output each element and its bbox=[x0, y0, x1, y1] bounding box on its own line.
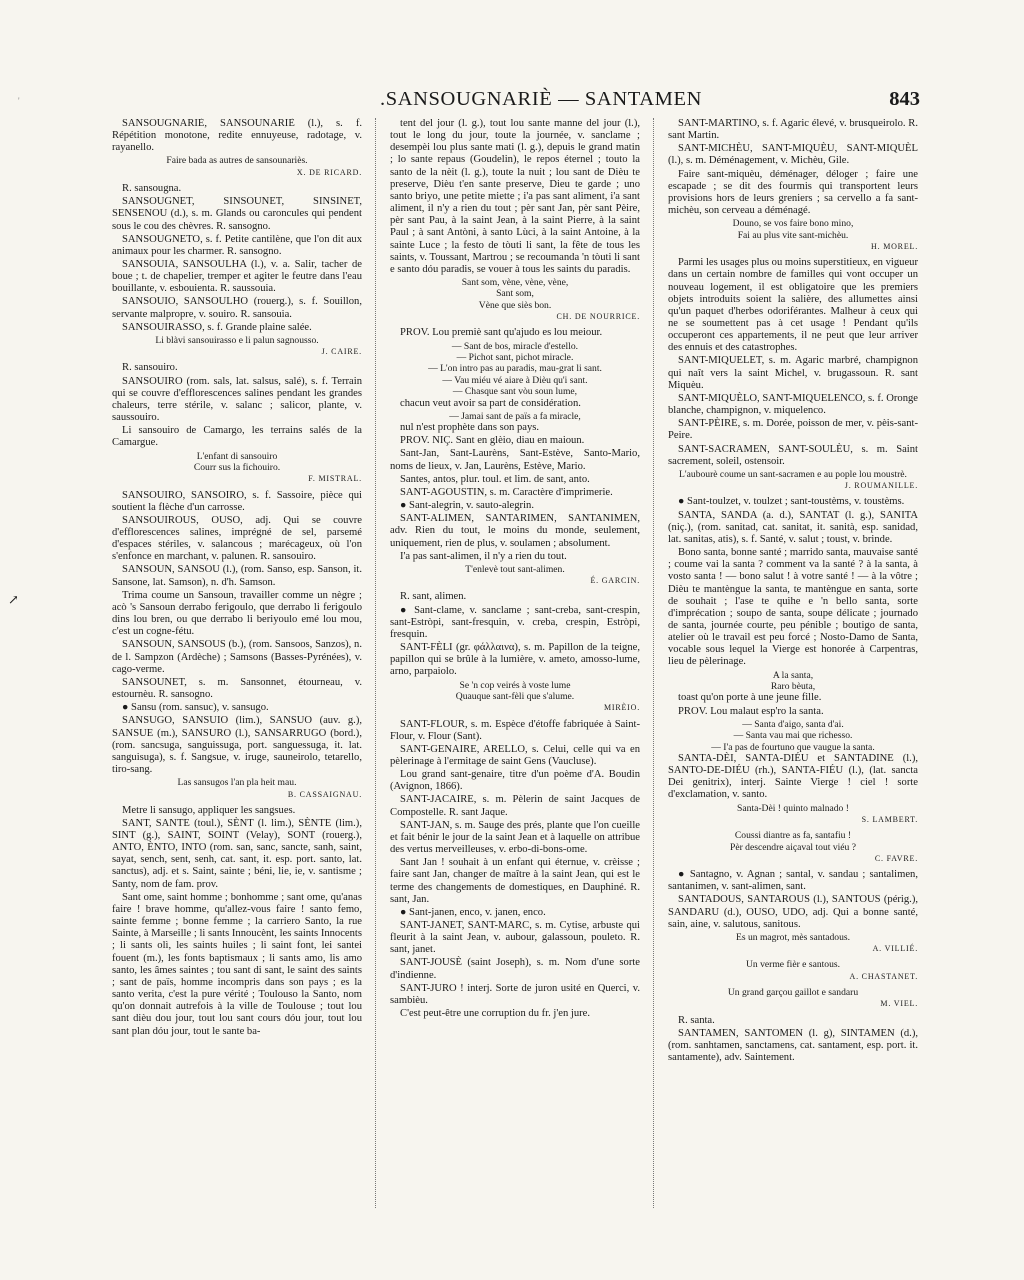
dictionary-entry: PROV. Lou premiè sant qu'ajudo es lou meiour. bbox=[400, 327, 603, 339]
dictionary-entry: PROV. Lou malaut esp'ro la santa. bbox=[678, 705, 824, 717]
quote-attribution: M. VIEL. bbox=[880, 999, 918, 1009]
verse-quote: Coussi diantre as fa, santafiu ! bbox=[734, 830, 852, 842]
dictionary-entry: SANT-JANET, SANT-MARC, s. m. Cytise, arbuste qui fleurit à la saint Jean, v. aubour, galassoun, pouleto. R. sant, janet. bbox=[390, 920, 640, 956]
dictionary-entry: R. santa. bbox=[678, 1014, 715, 1026]
column-middle bbox=[390, 118, 640, 1210]
verse-quote: Sant som, vène, vène, vène, bbox=[461, 277, 569, 289]
verse-quote: T'enlevè tout sant-alimen. bbox=[465, 563, 565, 575]
column-rule-right bbox=[653, 118, 654, 1208]
dictionary-entry: Parmi les usages plus ou moins superstitieux, en vigueur dans un certain nombre de familles qui vont occuper un nouveau logement, il est obligatoire que les premiers objets introduits soient la salière, des allumettes ainsi qu'un paquet d'herbes odoriférantes. Malheur à ceux qui ne se soumettent pas à cet usage ! Pendant qu'ils occuperont ces appartements, il ne peut que leur arriver des ennuis et des catastrophes. bbox=[668, 257, 918, 354]
dictionary-entry: SANSOUN, SANSOUS (b.), (rom. Sansoos, Sanzos), n. de l. Sampzon (Ardèche) ; Samsons (Basses-Pyrénées), v. cago-verme. bbox=[112, 639, 362, 675]
dictionary-entry: SANT-JOUSÈ (saint Joseph), s. m. Nom d'une sorte d'indienne. bbox=[390, 957, 640, 981]
dictionary-entry: SANT-AGOUSTIN, s. m. Caractère d'imprimerie. bbox=[400, 486, 613, 498]
quote-attribution: A. CHASTANET. bbox=[849, 971, 918, 981]
dictionary-entry: SANT-ALIMEN, SANTARIMEN, SANTANIMEN, adv. Rien du tout, le moins du monde, seulement, uniquement, rien de plus, v. soulamen ; absolument. bbox=[390, 513, 640, 549]
dictionary-entry: SANSOUIO, SANSOULHO (rouerg.), s. f. Souillon, servante malpropre, v. souiro. R. sansouia. bbox=[112, 296, 362, 320]
verse-quote: Vène que siès bon. bbox=[478, 299, 552, 311]
quote-attribution: H. MOREL. bbox=[871, 242, 918, 252]
column-rule-left bbox=[375, 118, 376, 1208]
dictionary-entry: toast qu'on porte à une jeune fille. bbox=[678, 692, 822, 704]
dictionary-entry: SANTA, SANDA (a. d.), SANTAT (l. g.), SANITA (niç.), (rom. sanitad, cat. sanitat, it. sanità, esp. sanidad, lat. sanitas, atis), s. f. Santé, v. salut ; toust, v. brinde. bbox=[668, 509, 918, 545]
verse-quote: A la santa, bbox=[772, 669, 814, 681]
dictionary-entry: Faire sant-miquèu, déménager, déloger ; faire une escapade ; se dit des fourmis qui transportent leurs provisions hors de leurs greniers ; sa cervello a fa sant-michèu, son cerveau a déménagé. bbox=[668, 168, 918, 217]
dictionary-entry: SANT-MARTINO, s. f. Agaric élevé, v. brusqueirolo. R. sant Martin. bbox=[668, 118, 918, 142]
dictionary-entry: SANTA-DÈI, SANTA-DIÉU et SANTADINE (l.), SANTO-DE-DIÉU (rh.), SANTA-FIÉU (l.), (lat. sancta Dei genitrix), interj. Sainte Vierge ! ciel ! sorte d'exclamation, v. santo. bbox=[668, 752, 918, 801]
dictionary-entry: SANT, SANTE (toul.), SÈNT (l. lim.), SÈNTE (lim.), SINT (g.), SAINT, SOINT (Velay), SONT (rouerg.), ANTO, ÈNTO, INTO (rom. san, sanc, sancte, sanh, saint, sayat, sench, sent, senh, cat. sant, it. esp. port. santo, lat. sanctus), adj. et s. Saint, sainte ; béni, lie, ie, v. santisme ; Santy, nom de fam. prov. bbox=[112, 817, 362, 890]
dictionary-entry: SANSOUIRO (rom. sals, lat. salsus, salé), s. f. Terrain qui se couvre d'efflorescences salines pendant les grandes chaleurs, terre stérile, v. salanc ; salicor, plante, v. saussouiro. bbox=[112, 375, 362, 424]
dictionary-entry: R. sansougna. bbox=[122, 183, 182, 195]
dictionary-entry: SANSOUGNET, SINSOUNET, SINSINET, SENSENOU (d.), s. m. Glands ou caroncules qui pendent sous le cou des chèvres. R. sansogno. bbox=[112, 196, 362, 232]
verse-quote: — Santa d'aigo, santa d'ai. bbox=[742, 718, 844, 730]
page-number: 843 bbox=[889, 88, 920, 110]
quote-attribution: A. VILLIÉ. bbox=[872, 944, 918, 954]
dictionary-entry: SANSOUNET, s. m. Sansonnet, étourneau, v. estournèu. R. sansogno. bbox=[112, 676, 362, 701]
dictionary-entry: Li sansouiro de Camargo, les terrains salés de la Camargue. bbox=[112, 425, 362, 449]
verse-quote: L'enfant di sansouiro bbox=[196, 450, 278, 462]
dictionary-entry: R. sant, alimen. bbox=[400, 591, 467, 603]
verse-quote: Las sansugos l'an pla heit mau. bbox=[177, 777, 297, 789]
dictionary-entry: Santes, antos, plur. toul. et lim. de sant, anto. bbox=[400, 473, 590, 485]
verse-quote: Raro bèuta, bbox=[770, 681, 816, 693]
dictionary-entry: tent del jour (l. g.), tout lou sante manne del jour (l.), tout le long du jour, toute la journée, v. sanclame ; desempèi lou plus sante mati (l. g.), depuis le grand matin ; lo sante repaus (Goudelin), le repos éternel ; touto la santo de la nèit (l. g.), toute la nuit ; lou sant de Dièu te preserve, Dièu t'en sante preserve, Dieu te garde ; uno santo briyo, une petite miette ; i'a pas sant aliment, i'a sant aliment, il n'y a rien du tout ; pèr sant Jan, pèr sant Pèire, pèr sant Pau, à la saint Jean, à la saint Pierre, à la saint Paul ; à sant Antòni, à santo Lùci, à la saint Antoine, à la sainte Luce ; la festo de tòuti li sant, la fête de tous les saints, v. Toussant, Martrou ; se recoumanda 'n tòuti li sant e santo dóu paradis, se vouer à tous les saints du paradis. bbox=[390, 118, 640, 275]
quote-attribution: É. GARCIN. bbox=[590, 576, 640, 586]
dictionary-entry: ● Sant-toulzet, v. toulzet ; sant-toustèms, v. toustèms. bbox=[678, 496, 905, 508]
dictionary-entry: SANTADOUS, SANTAROUS (l.), SANTOUS (périg.), SANDARU (d.), OUSO, UDO, adj. Qui a bonne santé, sain, aine, v. salutous, sanitous. bbox=[668, 894, 918, 930]
dictionary-entry: SANT-FLOUR, s. m. Espèce d'étoffe fabriquée à Saint-Flour, v. Flour (Sant). bbox=[390, 718, 640, 742]
verse-quote: Un grand garçou gaillot e sandaru bbox=[727, 987, 859, 999]
verse-quote: Santa-Dèi ! quinto malnado ! bbox=[737, 802, 849, 814]
verse-quote: — Jamai sant de païs a fa miracle, bbox=[449, 410, 581, 422]
dictionary-entry: SANSOUIA, SANSOULHA (l.), v. a. Salir, tacher de boue ; t. de chapelier, tremper et agiter le feutre dans l'eau bouillante, v. esbouienta. R. saussouia. bbox=[112, 258, 362, 295]
dictionary-entry: SANSOUIROUS, OUSO, adj. Qui se couvre d'efflorescences salines, imprégné de sel, parsemé d'espaces stériles, v. salancous ; marécageux, où l'on s'enfonce en marchant, v. palunen. R. sansouiro. bbox=[112, 514, 362, 563]
dictionary-entry: nul n'est prophète dans son pays. bbox=[400, 422, 540, 434]
quote-attribution: S. LAMBERT. bbox=[861, 815, 918, 824]
dictionary-entry: ● Sant-clame, v. sanclame ; sant-creba, sant-crespin, sant-Estròpi, sant-fresquin, v. creba, crespin, Estròpi, fresquin. bbox=[390, 604, 640, 640]
gutter-mark: ' bbox=[18, 96, 20, 106]
dictionary-entry: Lou grand sant-genaire, titre d'un poème d'A. Boudin (Avignon, 1866). bbox=[390, 769, 640, 793]
dictionary-entry: SANTAMEN, SANTOMEN (l. g), SINTAMEN (d.), (rom. sanhtamen, sanctamens, cat. santament, esp. port. it. santamente), adv. Saintement. bbox=[668, 1027, 918, 1064]
verse-quote: Sant som, bbox=[496, 288, 534, 300]
dictionary-entry: I'a pas sant-alimen, il n'y a rien du tout. bbox=[400, 550, 567, 562]
verse-quote: — Pichot sant, pichot miracle. bbox=[456, 351, 574, 363]
verse-quote: — I'a pas de fourtuno que vaugue la santa. bbox=[711, 741, 875, 753]
dictionary-entry: SANSOUGNARIÈ, SANSOUNARIÈ (l.), s. f. Répétition monotone, redite ennuyeuse, radotage, v. rayanello. bbox=[112, 118, 362, 154]
dictionary-entry: R. sansouiro. bbox=[122, 362, 178, 374]
verse-quote: Douno, se vos faire bono mino, bbox=[732, 218, 854, 230]
verse-quote: L'aubourè coume un sant-sacramen e au pople lou moustrè. bbox=[679, 468, 907, 480]
dictionary-entry: Metre li sansugo, appliquer les sangsues. bbox=[122, 804, 296, 816]
running-title: .SANSOUGNARIÈ — SANTAMEN bbox=[380, 88, 702, 110]
verse-quote: Es un magrot, mès santadous. bbox=[735, 931, 851, 943]
dictionary-entry: Bono santa, bonne santé ; marrido santa, mauvaise santé ; coume vai la santa ? comment va la santé ? à la santa, à vosto santa ! — bono salut ! à votre santé ! — à la vôtre ; Dièu te mantèngue la santa, te mantèngue en santa, sorte de souhait ; l'ase te quihe e 'n bello santa, sorte d'imprécation ; soupo de santa, soupe délicate ; journado de santa, journée courte, peu pénible ; boutigo de santa, atelier où le travail est peu forcé ; Nosto-Damo de Santa, vocable sous lequel la Vierge est honorée à Carpentras, lieu de pèlerinage. bbox=[668, 547, 918, 668]
dictionary-entry: SANT-GENAIRE, ARELLO, s. Celui, celle qui va en pèlerinage à l'ermitage de saint Gens (Vaucluse). bbox=[390, 743, 640, 767]
dictionary-entry: Trima coume un Sansoun, travailler comme un nègre ; acò 's Sansoun derrabo ferigoulo, que derrabo li ferigoulo dins lou bren, ou que derrabo li beriyoulo emé lou mou, c'est un cogne-fétu. bbox=[112, 589, 362, 638]
dictionary-entry: SANT-MIQUELET, s. m. Agaric marbré, champignon qui naît vers la saint Michel, v. brugassoun. R. sant Miquèu. bbox=[668, 355, 918, 391]
quote-attribution: J. ROUMANILLE. bbox=[844, 481, 918, 491]
quote-attribution: C. FAVRE. bbox=[874, 853, 918, 863]
dictionary-entry: ● Sant-janen, enco, v. janen, enco. bbox=[400, 906, 546, 918]
verse-quote: Pèr descendre aiçaval tout viéu ? bbox=[730, 841, 856, 853]
quote-attribution: B. CASSAIGNAU. bbox=[287, 789, 362, 799]
column-left bbox=[112, 118, 362, 1210]
dictionary-entry: SANT-MIQUÈLO, SANT-MIQUELENCO, s. f. Oronge blanche, champignon, v. miquelenco. bbox=[668, 392, 918, 417]
verse-quote: — Vau miéu vé aiare à Dièu qu'i sant. bbox=[442, 374, 588, 386]
dictionary-entry: SANSOUIRASSO, s. f. Grande plaine salée. bbox=[122, 321, 312, 333]
dictionary-entry: SANT-SACRAMEN, SANT-SOULÈU, s. m. Saint sacrement, soleil, ostensoir. bbox=[668, 443, 918, 467]
verse-quote: — L'on intro pas au paradis, mau-grat li sant. bbox=[428, 363, 602, 375]
dictionary-entry: SANT-FÈLI (gr. φάλλαινα), s. m. Papillon de la teigne, papillon qui se brûle à la lumière, v. ameto, amosso-lume, arno, parpaiolo. bbox=[390, 642, 640, 678]
dictionary-entry: SANSOUGNETO, s. f. Petite cantilène, que l'on dit aux animaux pour les charmer. R. sansogno. bbox=[112, 233, 362, 257]
dictionary-entry: ● Santagno, v. Agnan ; santal, v. sandau ; santalimen, santanimen, v. sant-alimen, sant. bbox=[668, 869, 918, 893]
quote-attribution: CH. DE NOURRICE. bbox=[556, 312, 640, 322]
dictionary-entry: SANSOUIRO, SANSOIRO, s. f. Sassoire, pièce qui soutient la flèche d'un carrosse. bbox=[112, 489, 362, 513]
dictionary-entry: SANT-PÈIRE, s. m. Dorée, poisson de mer, v. pèis-sant-Peire. bbox=[668, 418, 918, 442]
dictionary-entry: SANT-JACAIRE, s. m. Pèlerin de saint Jacques de Compostelle. R. sant Jaque. bbox=[390, 794, 640, 818]
verse-quote: Faire bada as autres de sansounariès. bbox=[166, 155, 308, 167]
page-header bbox=[100, 88, 920, 114]
verse-quote: Se 'n cop veirés à voste lume bbox=[459, 679, 571, 691]
dictionary-entry: C'est peut-être une corruption du fr. j'en jure. bbox=[400, 1008, 591, 1020]
verse-quote: — Sant de bos, miracle d'estello. bbox=[451, 340, 579, 352]
verse-quote: Quauque sant-fèli que s'alume. bbox=[455, 690, 575, 702]
dictionary-entry: Sant ome, saint homme ; bonhomme ; sant ome, qu'anas faire ! brave homme, qu'allez-vous faire ! santo femo, sainte femme ; bonne femme ; la carriero Santo, la rue Sainte, à Marseille ; li sants Innoucènt, les saints Innocents ; li sants olì, les saints huiles ; li saint font, lei santei fouent (m.), les fonts baptismaux ; li sants amo, lis amo santo, les âmes saintes ; tou sant di sant, le saint des saints ; sant de païs, homme incompris dans son pays ; es la santo verita, c'est la pure vérité ; Toulouso la Santo, nom qu'on donnait autrefois à la ville de Toulouse ; tout lou sant dièu dou jour, tout lou sant cours dóu jour, tout lou sant plan dóu jour, tout le sante ba- bbox=[112, 891, 362, 1037]
dictionary-entry: Sant Jan ! souhait à un enfant qui éternue, v. crèisse ; faire sant Jan, changer de maître à la saint Jean, qui est le terme des changements de domestiques, en Dauphiné. R. sant, Jan. bbox=[390, 857, 640, 905]
verse-quote: — Chasque sant vòu soun lume, bbox=[452, 386, 578, 398]
dictionary-entry: SANT-JURO ! interj. Sorte de juron usité en Querci, v. sambièu. bbox=[390, 982, 640, 1006]
dictionary-entry: Sant-Jan, Sant-Laurèns, Sant-Estève, Santo-Mario, noms de lieux, v. Jan, Laurèns, Estève, Mario. bbox=[390, 448, 640, 472]
dictionary-entry: chacun veut avoir sa part de considération. bbox=[400, 397, 581, 409]
verse-quote: Fai au plus vite sant-michèu. bbox=[737, 229, 849, 241]
dictionary-entry: SANT-MICHÈU, SANT-MIQUÈU, SANT-MIQUÈL (l.), s. m. Déménagement, v. Michèu, Gile. bbox=[668, 143, 918, 167]
quote-attribution: X. DE RICARD. bbox=[296, 167, 362, 177]
dictionary-entry: SANSUGO, SANSUIO (lim.), SANSUO (auv. g.), SANSUE (m.), SANSURO (l.), SANSARRUGO (bord.), (rom. sancsuga, sanguissuga, port. sanguessuga, it. lat. sanguisuga), s. f. Sangsue, v. iruge, sauneirolo, tetarello, tiro-sang. bbox=[112, 715, 362, 775]
quote-attribution: F. MISTRAL. bbox=[308, 474, 362, 484]
dictionary-entry: ● Sant-alegrin, v. sauto-alegrin. bbox=[400, 500, 534, 512]
margin-arrow-mark: ↗ bbox=[8, 592, 19, 607]
verse-quote: Li blàvi sansouirasso e li palun sagnousso. bbox=[155, 334, 319, 346]
dictionary-entry: ● Sansu (rom. sansuc), v. sansugo. bbox=[122, 702, 269, 714]
verse-quote: Courr sus la fichouiro. bbox=[193, 461, 281, 473]
column-right bbox=[668, 118, 918, 1210]
quote-attribution: MIRÈIO. bbox=[603, 703, 640, 713]
dictionary-entry: PROV. NIÇ. Sant en glèio, diau en maioun. bbox=[400, 435, 585, 447]
verse-quote: — Santa vau mai que richesso. bbox=[733, 730, 853, 742]
dictionary-entry: SANSOUN, SANSOU (l.), (rom. Sanso, esp. Sanson, it. Sansone, lat. Samson), n. d'h. Samson. bbox=[112, 564, 362, 588]
dictionary-entry: SANT-JAN, s. m. Sauge des prés, plante que l'on cueille et fait bénir le jour de la saint Jean et à laquelle on attribue des vertus merveilleuses, v. erbo-di-bons-ome. bbox=[390, 819, 640, 856]
quote-attribution: J. CAIRE. bbox=[321, 347, 362, 357]
verse-quote: Un verme fièr e santous. bbox=[745, 959, 841, 971]
